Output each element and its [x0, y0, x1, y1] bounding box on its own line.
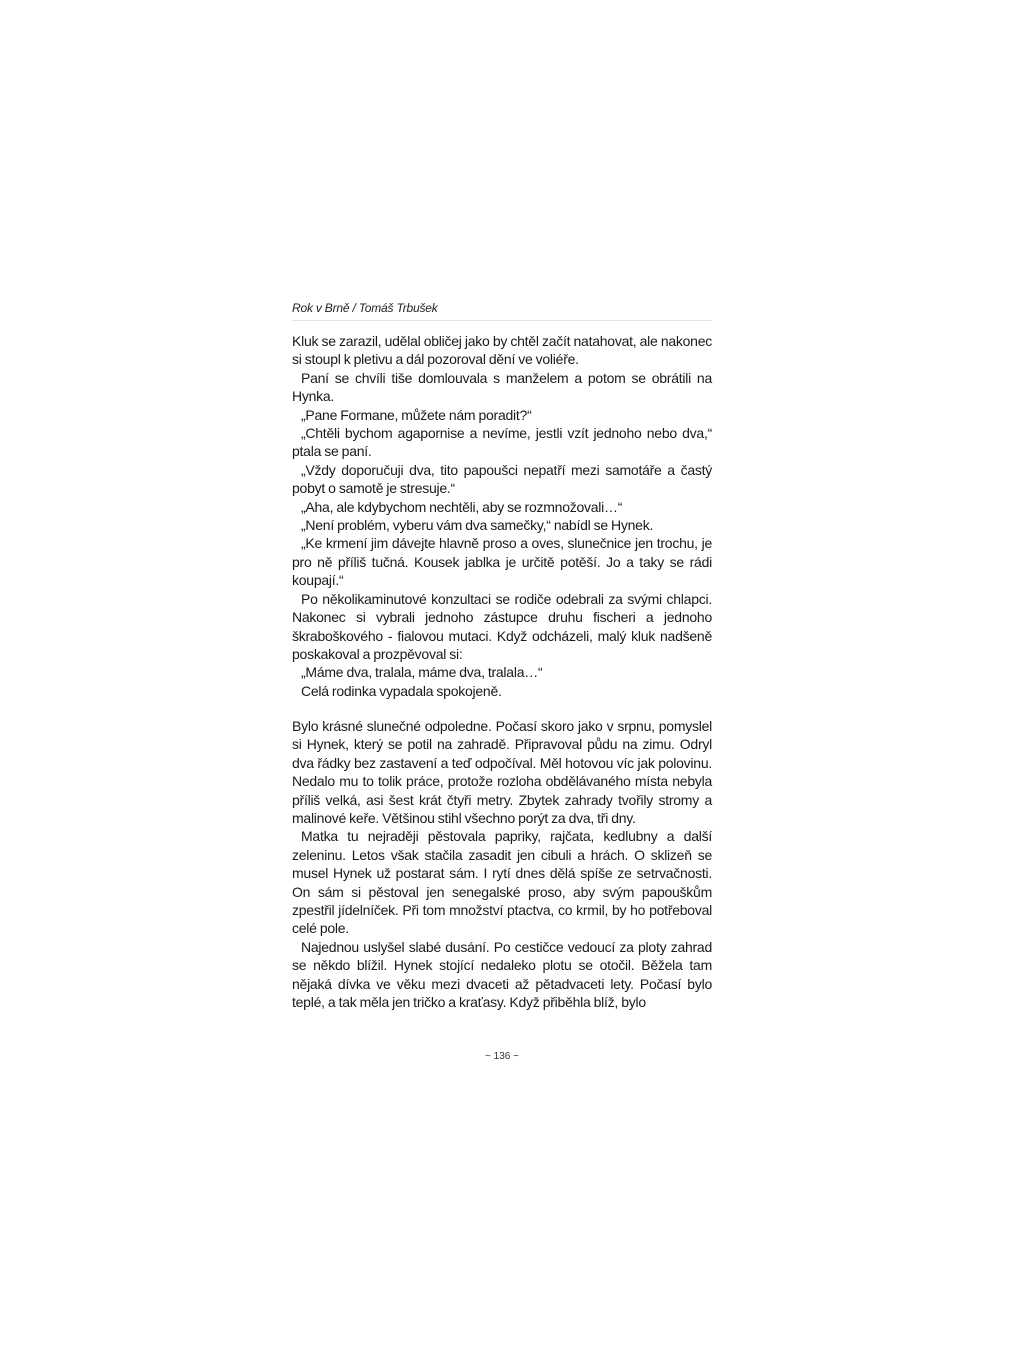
paragraph: Kluk se zarazil, udělal obličej jako by chtěl začít natahovat, ale nakonec si stoupl k pletivu a dál pozoroval dění ve voliéře.: [292, 333, 712, 368]
paragraph: „Pane Formane, můžete nám poradit?“: [301, 406, 532, 423]
paragraph: Najednou uslyšel slabé dusání. Po cestičce vedoucí za ploty zahrad se někdo blížil. Hynek stojící nedaleko plotu se otočil. Běžela tam nějaká dívka ve věku mezi dvaceti až pětadvaceti lety. Počasí bylo teplé, a tak měla jen tričko a kraťasy. Když přiběhla blíž, bylo: [292, 938, 712, 1011]
paragraph: Bylo krásné slunečné odpoledne. Počasí skoro jako v srpnu, pomyslel si Hynek, který se potil na zahradě. Připravoval půdu na zimu. Odryl dva řádky bez zastavení a teď odpočíval. Měl hotovou víc jak polovinu. Nedalo mu to tolik práce, protože rozloha obdělávaného místa nebyla příliš velká, asi šest krát čtyři metry. Zbytek zahrady tvořily stromy a malinové keře. Většinou stihl všechno porýt za dva, tři dny.: [292, 718, 712, 827]
page-number: ~ 136 ~: [485, 1051, 519, 1062]
paragraph: Celá rodinka vypadala spokojeně.: [301, 682, 502, 699]
paragraph: „Aha, ale kdybychom nechtěli, aby se rozmnožovali…“: [301, 498, 623, 515]
section-dialogue: [292, 332, 712, 700]
paragraph: „Není problém, vyberu vám dva samečky,“ nabídl se Hynek.: [301, 517, 654, 534]
paragraph: Matka tu nejraději pěstovala papriky, rajčata, kedlubny a další zeleninu. Letos však stačila zasadit jen cibuli a hrách. O sklizeň se musel Hynek už postarat sám. I rytí dnes dělá spíše ze setrvačnosti. On sám si pěstoval jen senegalské proso, aby svým papouškům zpestřil jídelníček. Při tom množství ptactva, co krmil, by ho potřeboval celé pole.: [292, 828, 712, 937]
section-garden: [292, 717, 712, 1012]
running-header: Rok v Brně / Tomáš Trbušek: [292, 301, 438, 315]
paragraph: „Máme dva, tralala, máme dva, tralala…“: [301, 664, 543, 681]
paragraph: „Ke krmení jim dávejte hlavně proso a oves, slunečnice jen trochu, je pro ně příliš tučná. Kousek jablka je určitě potěší. Jo a taky se rádi koupají.“: [292, 535, 712, 589]
paragraph: Paní se chvíli tiše domlouvala s manželem a potom se obrátili na Hynka.: [292, 369, 712, 405]
paragraph: Po několikaminutové konzultaci se rodiče odebrali za svými chlapci. Nakonec si vybrali jednoho zástupce druhu fischeri a jednoho škraboškového - fialovou mutaci. Když odcházeli, malý kluk nadšeně poskakoval a prozpěvoval si:: [292, 590, 712, 662]
paragraph: „Vždy doporučuji dva, tito papoušci nepatří mezi samotáře a častý pobyt o samotě je stresuje.“: [292, 461, 712, 497]
paragraph: „Chtěli bychom agapornise a nevíme, jestli vzít jednoho nebo dva,“ ptala se paní.: [292, 425, 712, 460]
header-rule: [292, 320, 712, 321]
